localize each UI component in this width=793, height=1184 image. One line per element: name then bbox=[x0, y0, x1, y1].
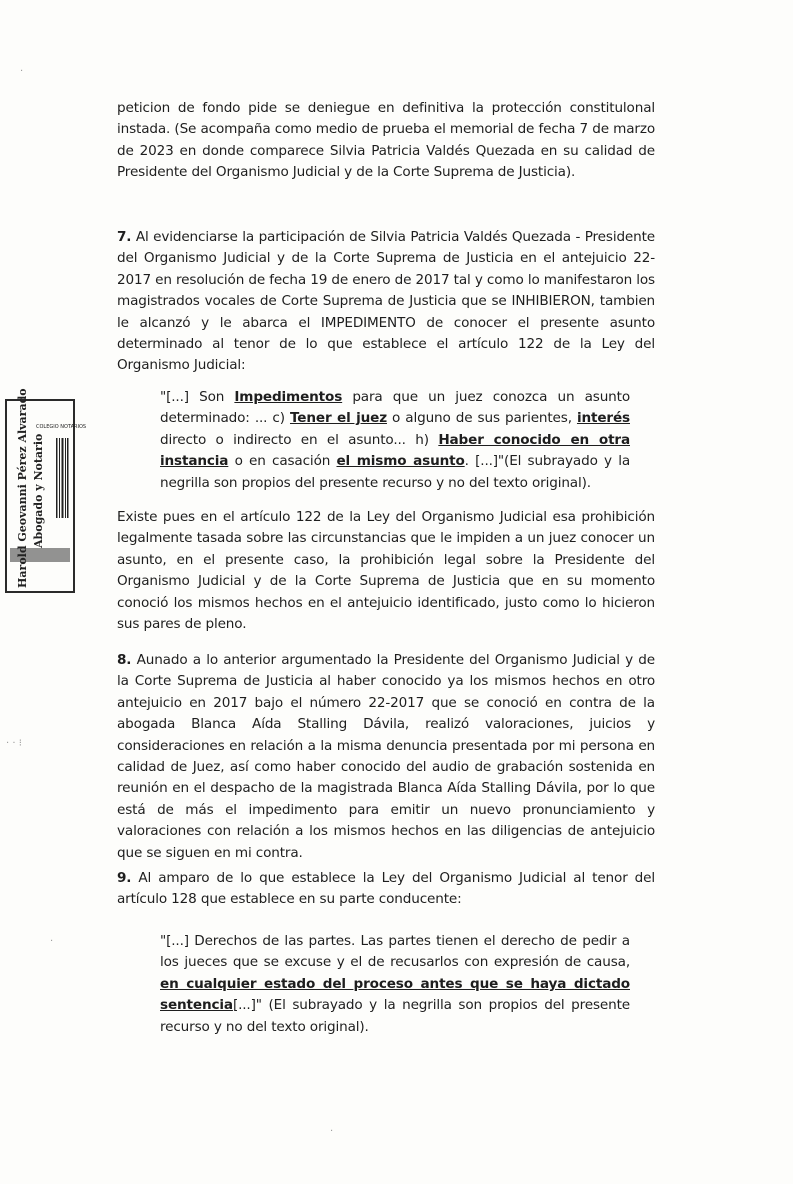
quote-emphasis: Impedimentos bbox=[234, 389, 343, 405]
quote-emphasis: Haber conocido en otra instancia bbox=[160, 431, 630, 470]
quote-text: . [...]"(El subrayado y la negrilla son propios del presente recurso y no del texto original). bbox=[160, 453, 630, 491]
legal-quote-article-128 bbox=[160, 931, 630, 1038]
quote-text: o en casación bbox=[228, 453, 337, 470]
scan-speck: · bbox=[330, 1126, 334, 1137]
paragraph-7 bbox=[117, 227, 655, 377]
stamp-name-line1: Harold Geovanni Pérez Alvarado bbox=[16, 388, 29, 588]
legal-quote-article-122 bbox=[160, 387, 630, 494]
stamp-header: COLEGIO NOTARIOS bbox=[36, 424, 87, 430]
quote-text: "[...] Derechos de las partes. Las partes tienen el derecho de pedir a los jueces que se excuse y el de recusarlos con expresión de causa, bbox=[160, 933, 630, 971]
paragraph-text: Al evidenciarse la participación de Silvia Patricia Valdés Quezada - Presidente del Organismo Judicial y de la Corte Suprema de Justicia en el antejuicio 22-2017 en resolución de fecha 19 de enero de 2017 tal y como lo manifestaron los magistrados vocales de Corte Suprema de Justicia que se INHIBIERON, tambien le alcanzó y le abarca el IMPEDIMENTO de conocer el presente asunto determinado al tenor de lo que establece el artículo 122 de la Ley del Organismo Judicial: bbox=[117, 229, 655, 374]
scan-speck: · bbox=[20, 66, 24, 77]
paragraph-8 bbox=[117, 650, 655, 864]
quote-text: o alguno de sus parientes, bbox=[386, 410, 577, 427]
stamp-name-line2: Abogado y Notario bbox=[32, 433, 45, 548]
paragraph-prohibition: Existe pues en el artículo 122 de la Ley del Organismo Judicial esa prohibición legalmente tasada sobre las circunstancias que le impiden a un juez conocer un asunto, en el presente caso, la prohibición legal sobre la Presidente del Organismo Judicial y de la Corte Suprema de Justicia que en su momento conoció los mismos hechos en el antejuicio identificado, justo como lo hicieron sus pares de pleno. bbox=[117, 509, 655, 633]
notary-stamp bbox=[4, 388, 87, 594]
paragraph-text: Al amparo de lo que establece la Ley del Organismo Judicial al tenor del artículo 128 que establece en su parte conducente: bbox=[117, 870, 655, 908]
paragraph-number: 8. bbox=[117, 652, 132, 668]
quote-emphasis: interés bbox=[576, 410, 630, 427]
paragraph-9 bbox=[117, 868, 655, 911]
scan-speck: · bbox=[50, 936, 54, 947]
quote-emphasis: Tener el juez bbox=[289, 410, 387, 427]
quote-text: directo o indirecto en el asunto... h) bbox=[160, 431, 439, 448]
quote-emphasis: en cualquier estado del proceso antes que se haya dictado sentencia bbox=[160, 975, 630, 1014]
quote-emphasis: el mismo asunto bbox=[336, 453, 465, 470]
scan-speck: · · ⁝ bbox=[6, 738, 22, 749]
paragraph-text: Aunado a lo anterior argumentado la Presidente del Organismo Judicial y de la Corte Suprema de Justicia al haber conocido ya los mismos hechos en otro antejuicio en 2017 bajo el número 22-2017 que se conoció en contra de la abogada Blanca Aída Stalling Dávila, realizó valoraciones, juicios y consideraciones en relación a la misma denuncia presentada por mi persona en calidad de Juez, así como haber conocido del audio de grabación sostenida en reunión en el despacho de la magistrada Blanca Aída Stalling Dávila, por lo que está de más el impedimento para emitir un nuevo pronunciamiento y valoraciones con relación a los mismos hechos en las diligencias de antejuicio que se siguen en mi contra. bbox=[117, 652, 655, 861]
paragraph-number: 7. bbox=[117, 229, 132, 245]
paragraph-number: 9. bbox=[117, 870, 132, 886]
quote-text: "[...] Son bbox=[160, 389, 235, 405]
quote-text: [...]" (El subrayado y la negrilla son propios del presente recurso y no del texto original). bbox=[160, 997, 630, 1035]
quote-text: para que un juez conozca un asunto determinado: ... c) bbox=[160, 389, 630, 427]
paragraph-continuation: peticion de fondo pide se deniegue en definitiva la protección constitulonal instada. (Se acompaña como medio de prueba el memorial de fecha 7 de marzo de 2023 en donde comparece Silvia Patricia Valdés Quezada en su calidad de Presidente del Organismo Judicial y de la Corte Suprema de Justicia). bbox=[117, 100, 655, 181]
